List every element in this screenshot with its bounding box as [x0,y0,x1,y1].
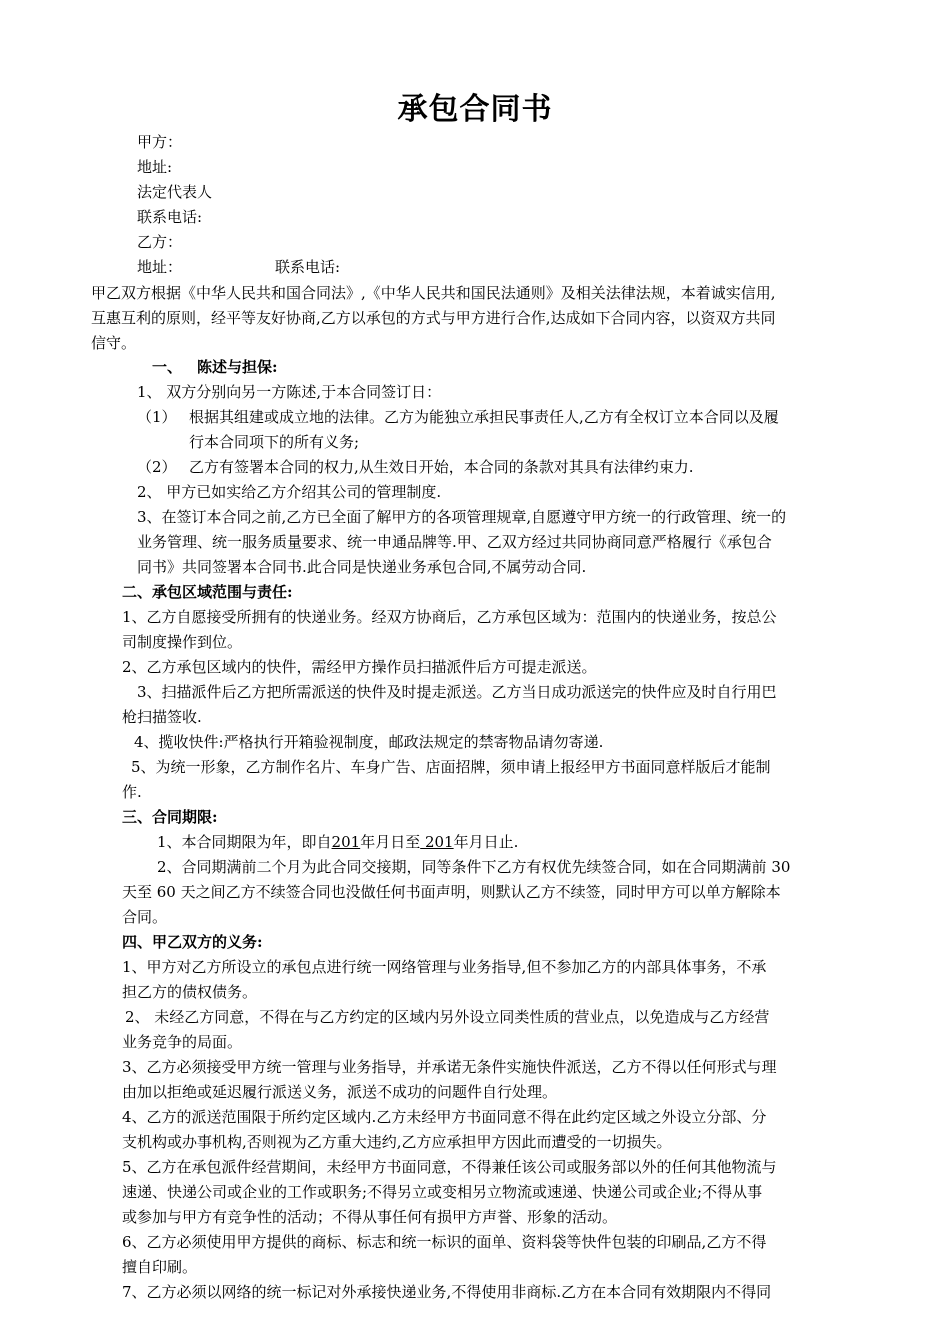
section-4-clause: 1、甲方对乙方所设立的承包点进行统一网络管理与业务指导,但不参加乙方的内部具体事务，不承 [122,958,767,976]
section-2-clause: 枪扫描签收. [122,708,202,726]
section-4-clause: 5、乙方在承包派件经营期间，未经甲方书面同意，不得兼任该公司或服务部以外的任何其他物流与 [122,1158,777,1176]
section-4-clause: 2、 未经乙方同意，不得在与乙方约定的区域内另外设立同类性质的营业点，以免造成与乙方经营 [125,1008,770,1026]
party-a-label: 甲方： [137,133,183,151]
section-4-clause: 4、乙方的派送范围限于所约定区域内.乙方未经甲方书面同意不得在此约定区域之外设立分部、分 [122,1108,767,1126]
section-2-clause: 作. [122,783,142,801]
party-b-address-label: 地址： [137,258,183,276]
section-3-clause: 1、本合同期限为年，即自201年月日至 201年月日止. [157,833,519,851]
section-4-heading: 四、甲乙双方的义务: [122,933,263,951]
section-1-clause: 3、在签订本合同之前,乙方已全面了解甲方的各项管理规章,自愿遵守甲方统一的行政管理、统一的 [137,508,787,526]
section-4-clause: 业务竞争的局面。 [122,1033,243,1051]
section-4-clause: 或参加与甲方有竞争性的活动；不得从事任何有损甲方声誉、形象的活动。 [122,1208,618,1226]
section-1-subclause: 行本合同项下的所有义务; [189,433,360,451]
section-4-clause: 擅自印刷。 [122,1258,198,1276]
party-b-label: 乙方： [137,233,183,251]
section-1-subclause-number: （2） [137,458,177,476]
section-3-heading: 三、合同期限: [122,808,218,826]
section-2-clause: 司制度操作到位。 [122,633,243,651]
legal-representative-label: 法定代表人 [137,183,213,201]
section-1-subclause-number: （1） [137,408,177,426]
section-4-clause: 3、乙方必须接受甲方统一管理与业务指导，并承诺无条件实施快件派送，乙方不得以任何形式与理 [122,1058,777,1076]
section-2-heading: 二、承包区域范围与责任: [122,583,293,601]
section-2-clause: 1、乙方自愿接受所拥有的快递业务。经双方协商后，乙方承包区域为：范围内的快递业务，按总公 [122,608,777,626]
section-1-subclause: 根据其组建或成立地的法律。乙方为能独立承担民事责任人,乙方有全权订立本合同以及履 [189,408,779,426]
section-4-clause: 支机构或办事机构,否则视为乙方重大违约,乙方应承担甲方因此而遭受的一切损失。 [122,1133,672,1151]
section-2-clause: 5、为统一形象，乙方制作名片、车身广告、店面招牌，须申请上报经甲方书面同意样版后才能制 [131,758,771,776]
section-4-clause: 7、乙方必须以网络的统一标记对外承接快递业务,不得使用非商标.乙方在本合同有效期限内不得同 [122,1283,772,1301]
section-1-clause: 1、 双方分别向另一方陈述,于本合同签订日： [137,383,442,401]
section-1-clause: 业务管理、统一服务质量要求、统一申通品牌等.甲、乙双方经过共同协商同意严格履行《承包合 [137,533,772,551]
section-1-heading: 陈述与担保: [197,358,278,376]
preamble-line: 甲乙双方根据《中华人民共和国合同法》,《中华人民共和国民法通则》及相关法律法规，本着诚实信用, [91,284,776,302]
section-2-clause: 4、揽收快件:严格执行开箱验视制度，邮政法规定的禁寄物品请勿寄递. [134,733,604,751]
party-a-phone-label: 联系电话: [137,208,203,226]
section-1-clause: 2、 甲方已如实给乙方介绍其公司的管理制度. [137,483,442,501]
preamble-line: 互惠互利的原则，经平等友好协商,乙方以承包的方式与甲方进行合作,达成如下合同内容，以资双方共同 [91,309,776,327]
party-b-phone-label: 联系电话: [275,258,341,276]
section-2-clause: 2、乙方承包区域内的快件，需经甲方操作员扫描派件后方可提走派送。 [122,658,597,676]
document-title: 承包合同书 [397,92,553,127]
section-1-subclause: 乙方有签署本合同的权力,从生效日开始，本合同的条款对其具有法律约束力. [189,458,694,476]
section-4-clause: 6、乙方必须使用甲方提供的商标、标志和统一标识的面单、资料袋等快件包装的印刷品,乙方不得 [122,1233,767,1251]
section-4-clause: 担乙方的债权债务。 [122,983,258,1001]
section-1-clause: 同书》共同签署本合同书.此合同是快递业务承包合同,不属劳动合同. [137,558,587,576]
section-1-number: 一、 [152,358,183,376]
section-2-clause: 3、扫描派件后乙方把所需派送的快件及时提走派送。乙方当日成功派送完的快件应及时自行用巴 [137,683,777,701]
preamble-line: 信守。 [91,334,137,352]
section-3-clause: 天至 60 天之间乙方不续签合同也没做任何书面声明，则默认乙方不续签，同时甲方可以单方解除本 [122,883,781,901]
party-a-address-label: 地址: [137,158,173,176]
section-3-clause: 2、合同期满前二个月为此合同交接期，同等条件下乙方有权优先续签合同，如在合同期满前 30 [157,858,791,876]
section-4-clause: 速递、快递公司或企业的工作或职务;不得另立或变相另立物流或速递、快递公司或企业;不得从事 [122,1183,763,1201]
section-3-clause: 合同。 [122,908,168,926]
section-4-clause: 由加以拒绝或延迟履行派送义务，派送不成功的问题件自行处理。 [122,1083,558,1101]
